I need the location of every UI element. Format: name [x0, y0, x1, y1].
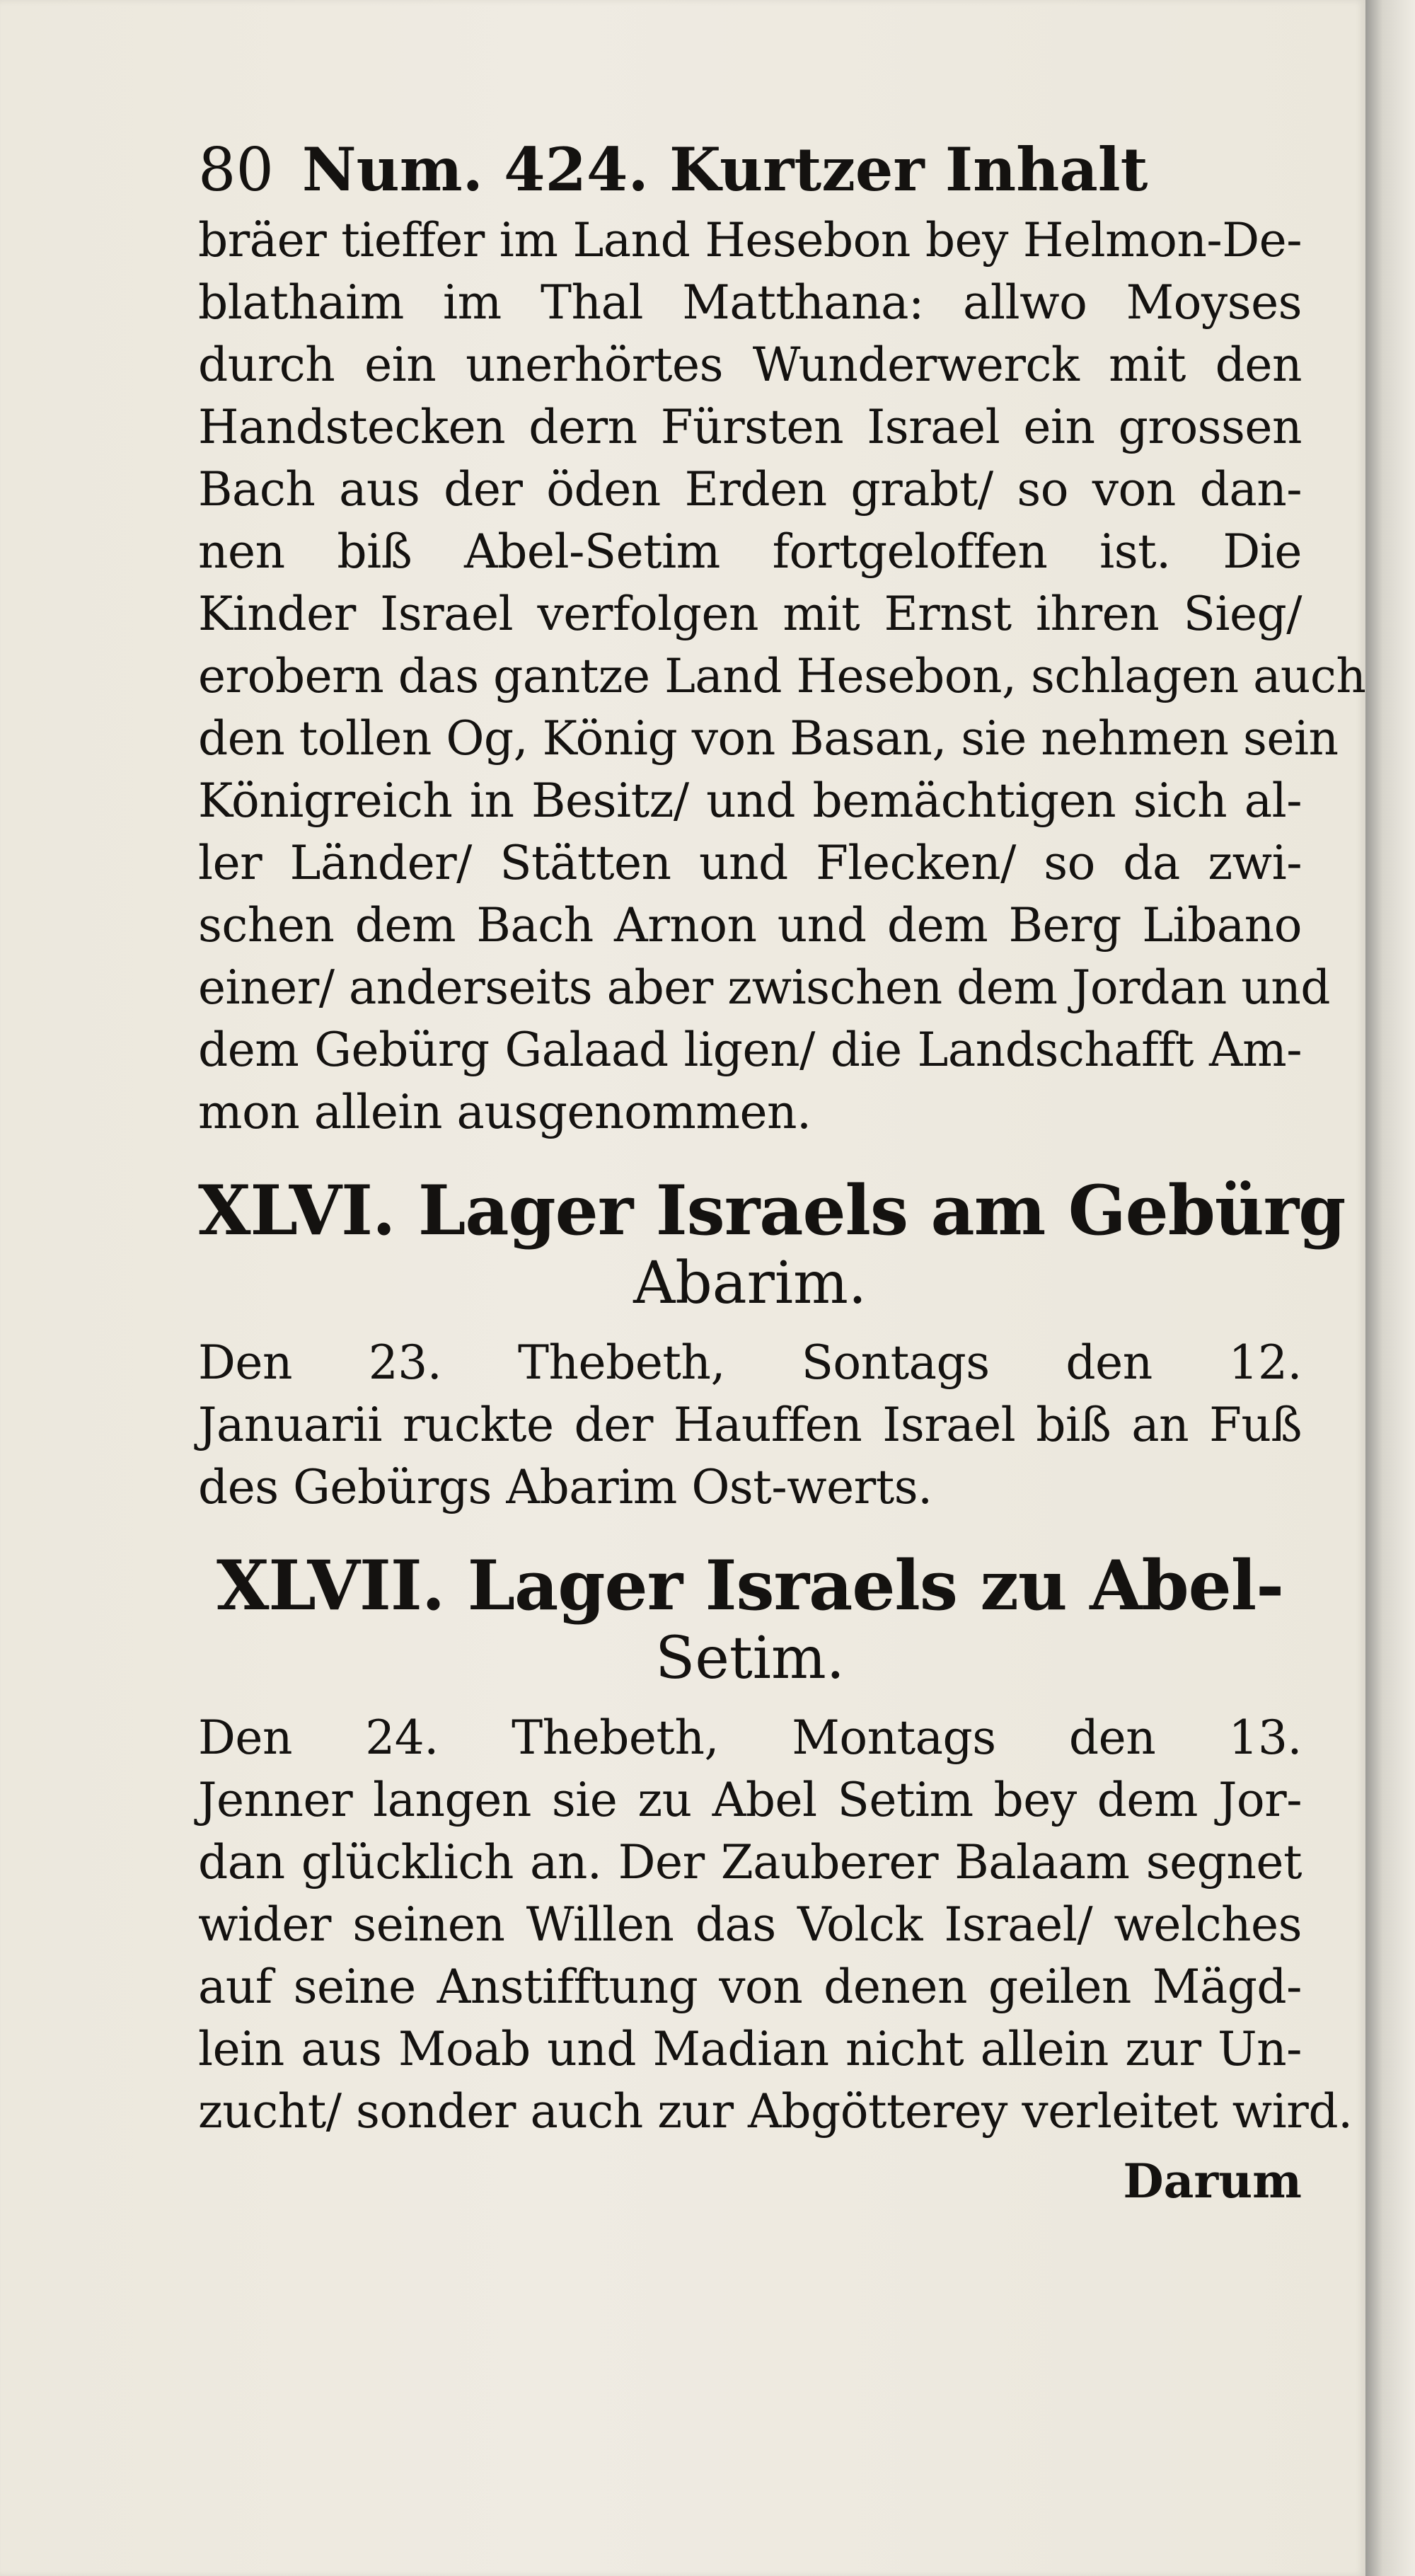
running-title: Num. 424. Kurtzer Inhalt [301, 134, 1148, 205]
page-content [198, 134, 1366, 2212]
text-line: ler Länder/ Stätten und Flecken/ so da zwi- [198, 836, 1302, 890]
page-edge-shadow [1365, 0, 1415, 2576]
text-line: lein aus Moab und Madian nicht allein zur Un- [198, 2022, 1302, 2076]
text-line: dan glücklich an. Der Zauberer Balaam segnet [198, 1835, 1302, 1890]
text-line: Den 23. Thebeth, Sontags den 12. [198, 1335, 1302, 1390]
text-line: Königreich in Besitz/ und bemächtigen sich al- [198, 774, 1302, 828]
text-line: Jenner langen sie zu Abel Setim bey dem Jor- [198, 1773, 1302, 1827]
text-line: nen biß Abel-Setim fortgeloffen ist. Die [198, 524, 1302, 579]
page-number: 80 [198, 135, 274, 205]
section-heading-47: XLVII. Lager Israels zu Abel- [216, 1546, 1284, 1626]
text-line: den tollen Og, König von Basan, sie nehmen sein [198, 711, 1339, 766]
section-46-text [198, 1332, 1302, 1519]
section-heading-46-subtitle: Abarim. [633, 1250, 867, 1317]
text-line: auf seine Anstifftung von denen geilen Mägd- [198, 1960, 1302, 2014]
text-line: durch ein unerhörtes Wunderwerck mit den [198, 338, 1302, 392]
text-line: zucht/ sonder auch zur Abgötterey verleitet wird. [198, 2084, 1353, 2139]
section-47-text [198, 1707, 1353, 2143]
text-line: blathaim im Thal Matthana: allwo Moyses [198, 275, 1302, 330]
text-line: des Gebürgs Abarim Ost-werts. [198, 1460, 932, 1514]
text-line: Handstecken dern Fürsten Israel ein grossen [198, 400, 1302, 454]
text-line: Kinder Israel verfolgen mit Ernst ihren Sieg/ [198, 587, 1302, 641]
text-line: schen dem Bach Arnon und dem Berg Libano [198, 898, 1302, 953]
catchword: Darum [1123, 2154, 1302, 2209]
section-heading-46: XLVI. Lager Israels am Gebürg [198, 1171, 1346, 1250]
text-line: einer/ anderseits aber zwischen dem Jordan und [198, 960, 1331, 1015]
text-line: erobern das gantze Land Hesebon, schlagen auch [198, 649, 1366, 703]
text-line: bräer tieffer im Land Hesebon bey Helmon-De- [198, 213, 1302, 268]
text-line: dem Gebürg Galaad ligen/ die Landschafft Am- [198, 1023, 1302, 1077]
text-line: mon allein ausgenommen. [198, 1085, 812, 1139]
section-heading-47-subtitle: Setim. [655, 1625, 845, 1692]
paragraph-continuation [198, 209, 1366, 1144]
text-line: Den 24. Thebeth, Montags den 13. [198, 1710, 1302, 1765]
text-line: Januarii ruckte der Hauffen Israel biß an Fuß [198, 1398, 1302, 1452]
text-line: wider seinen Willen das Volck Israel/ welches [198, 1897, 1302, 1952]
running-header [198, 134, 1302, 205]
text-line: Bach aus der öden Erden grabt/ so von dan- [198, 462, 1302, 517]
